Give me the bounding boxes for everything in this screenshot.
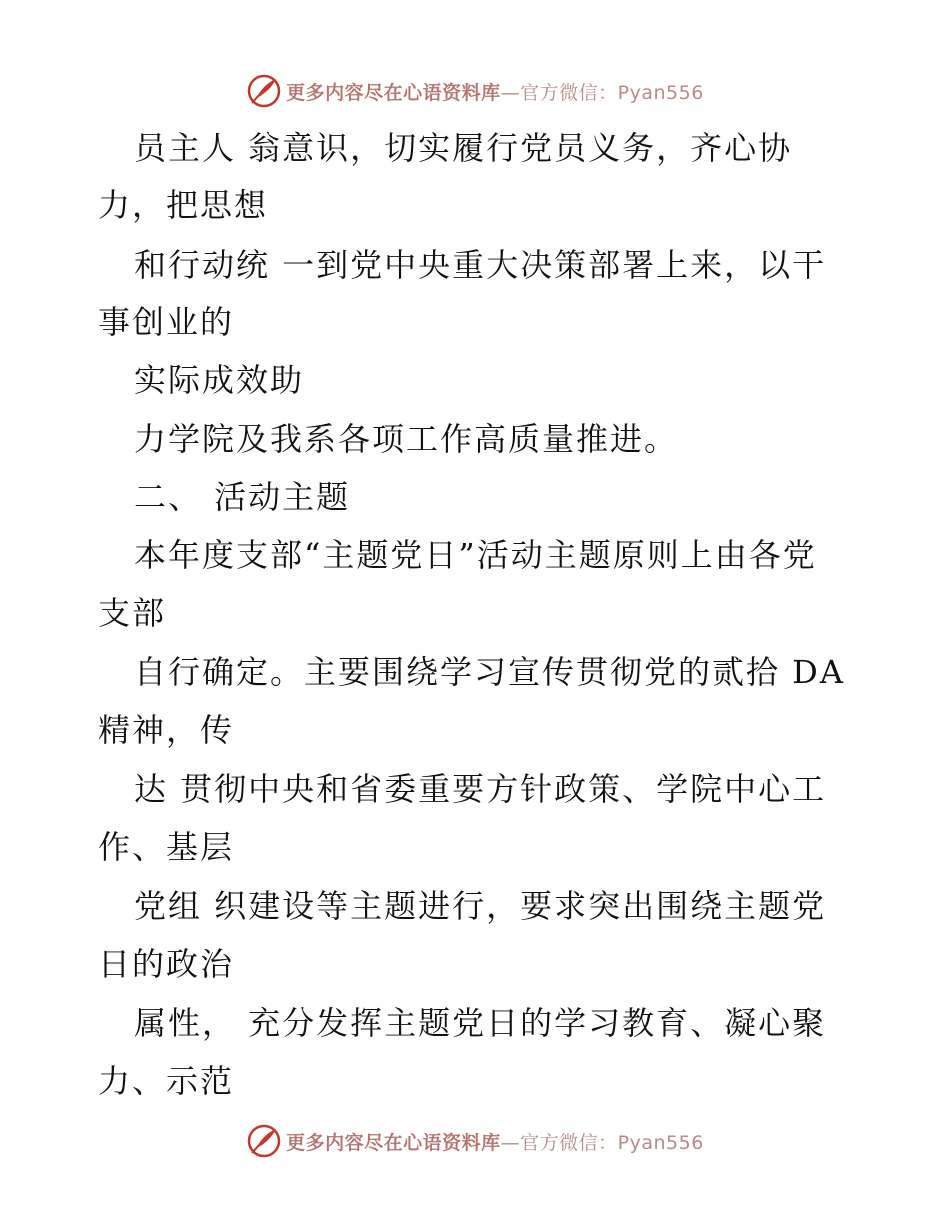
text-line: 力学院及我系各项工作高质量推进。: [134, 420, 679, 458]
text-line: 党组 织建设等主题进行，要求突出围绕主题党: [134, 887, 827, 925]
text-line: 属性， 充分发挥主题党日的学习教育、凝心聚: [134, 1004, 827, 1042]
text-line: 达 贯彻中央和省委重要方针政策、学院中心工: [134, 770, 827, 808]
section-heading: 二、 活动主题: [134, 478, 351, 516]
feather-quill-logo-icon: [246, 73, 282, 109]
watermark-brand: 更多内容尽在心语资料库: [286, 1131, 501, 1154]
watermark-contact: —官方微信：Pyan556: [500, 81, 704, 104]
text-line: 和行动统 一到党中央重大决策部署上来，以干: [134, 246, 827, 284]
header-watermark: [0, 71, 950, 111]
text-line: 力、示范: [98, 1062, 235, 1100]
text-line: 力，把思想: [98, 186, 269, 224]
feather-quill-logo-icon: [246, 1123, 282, 1159]
text-line: 支部: [98, 594, 167, 632]
text-line: 自行确定。主要围绕学习宣传贯彻党的贰拾 DA: [134, 653, 845, 691]
watermark-brand: 更多内容尽在心语资料库: [286, 81, 501, 104]
text-line: 员主人 翁意识，切实履行党员义务，齐心协: [134, 129, 793, 167]
text-line: 作、基层: [98, 828, 235, 866]
text-line: 日的政治: [98, 945, 235, 983]
watermark-contact: —官方微信：Pyan556: [500, 1131, 704, 1154]
text-line: 事创业的: [98, 303, 235, 341]
text-line: 实际成效助: [134, 361, 305, 399]
text-line: 本年度支部“主题党日”活动主题原则上由各党: [134, 536, 817, 574]
text-line: 精神，传: [98, 711, 235, 749]
watermark-text: [286, 1128, 704, 1155]
watermark-text: [286, 78, 704, 105]
footer-watermark: [0, 1121, 950, 1161]
